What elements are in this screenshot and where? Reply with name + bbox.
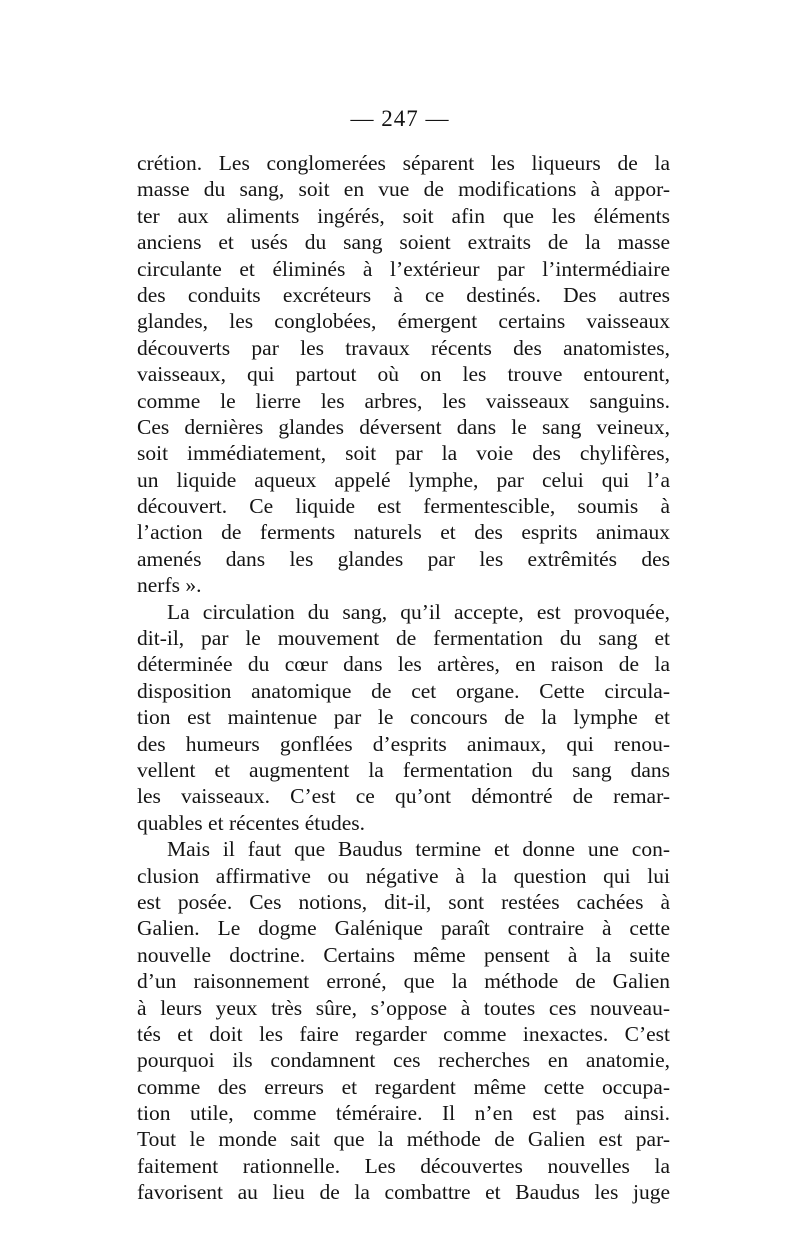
text-line: amenés dans les glandes par les extrêmités des xyxy=(137,546,670,571)
text-line: soit immédiatement, soit par la voie des chylifères, xyxy=(137,441,670,466)
text-line: tés et doit les faire regarder comme inexactes. C’est xyxy=(137,1021,670,1046)
text-line: est posée. Ces notions, dit-il, sont restées cachées à xyxy=(137,889,670,914)
page-number: — 247 — xyxy=(350,106,450,131)
text-line: d’un raisonnement erroné, que la méthode de Galien xyxy=(137,969,670,994)
text-line: glandes, les conglobées, émergent certains vaisseaux xyxy=(137,309,670,334)
text-line: à leurs yeux très sûre, s’oppose à toutes ces nouveau- xyxy=(137,995,670,1020)
text-line: favorisent au lieu de la combattre et Baudus les juge xyxy=(137,1180,670,1205)
text-line: La circulation du sang, qu’il accepte, est provoquée, xyxy=(167,599,670,624)
text-line: Ces dernières glandes déversent dans le sang veineux, xyxy=(137,414,670,439)
text-line: nouvelle doctrine. Certains même pensent à la suite xyxy=(137,942,670,967)
text-line: les vaisseaux. C’est ce qu’ont démontré de remar- xyxy=(137,784,670,809)
text-line: Galien. Le dogme Galénique paraît contraire à cette xyxy=(137,916,670,941)
text-line: faitement rationnelle. Les découvertes nouvelles la xyxy=(137,1153,670,1178)
text-line: tion utile, comme téméraire. Il n’en est pas ainsi. xyxy=(137,1101,670,1126)
text-line: masse du sang, soit en vue de modifications à appor- xyxy=(137,177,670,202)
text-line: Mais il faut que Baudus termine et donne une con- xyxy=(167,837,670,862)
text-line: anciens et usés du sang soient extraits de la masse xyxy=(137,230,670,255)
text-line: comme le lierre les arbres, les vaisseaux sanguins. xyxy=(137,388,670,413)
text-line: découverts par les travaux récents des anatomistes, xyxy=(137,335,670,360)
text-line: vaisseaux, qui partout où on les trouve entourent, xyxy=(137,362,670,387)
text-line: dit-il, par le mouvement de fermentation du sang et xyxy=(137,626,670,651)
text-line: tion est maintenue par le concours de la lymphe et xyxy=(137,705,670,730)
text-line: disposition anatomique de cet organe. Cette circula- xyxy=(137,678,670,703)
text-line: comme des erreurs et regardent même cette occupa- xyxy=(137,1074,670,1099)
text-line: déterminée du cœur dans les artères, en raison de la xyxy=(137,652,670,677)
text-line: des conduits excréteurs à ce destinés. Des autres xyxy=(137,282,670,307)
text-line: ter aux aliments ingérés, soit afin que les éléments xyxy=(137,203,670,228)
text-line: Tout le monde sait que la méthode de Galien est par- xyxy=(137,1127,670,1152)
text-line: nerfs ». xyxy=(137,573,202,598)
text-line: un liquide aqueux appelé lymphe, par celui qui l’a xyxy=(137,467,670,492)
text-line: des humeurs gonflées d’esprits animaux, qui renou- xyxy=(137,731,670,756)
text-line: crétion. Les conglomerées séparent les liqueurs de la xyxy=(137,151,670,175)
text-line: circulante et éliminés à l’extérieur par l’intermédiaire xyxy=(137,256,670,281)
body-text xyxy=(137,150,670,1206)
text-line: clusion affirmative ou négative à la question qui lui xyxy=(137,863,670,888)
text-line: vellent et augmentent la fermentation du sang dans xyxy=(137,757,670,782)
text-line: découvert. Ce liquide est fermentescible, soumis à xyxy=(137,494,670,519)
text-line: pourquoi ils condamnent ces recherches en anatomie, xyxy=(137,1048,670,1073)
text-line: l’action de ferments naturels et des esprits animaux xyxy=(137,520,670,545)
text-line: quables et récentes études. xyxy=(137,810,366,835)
